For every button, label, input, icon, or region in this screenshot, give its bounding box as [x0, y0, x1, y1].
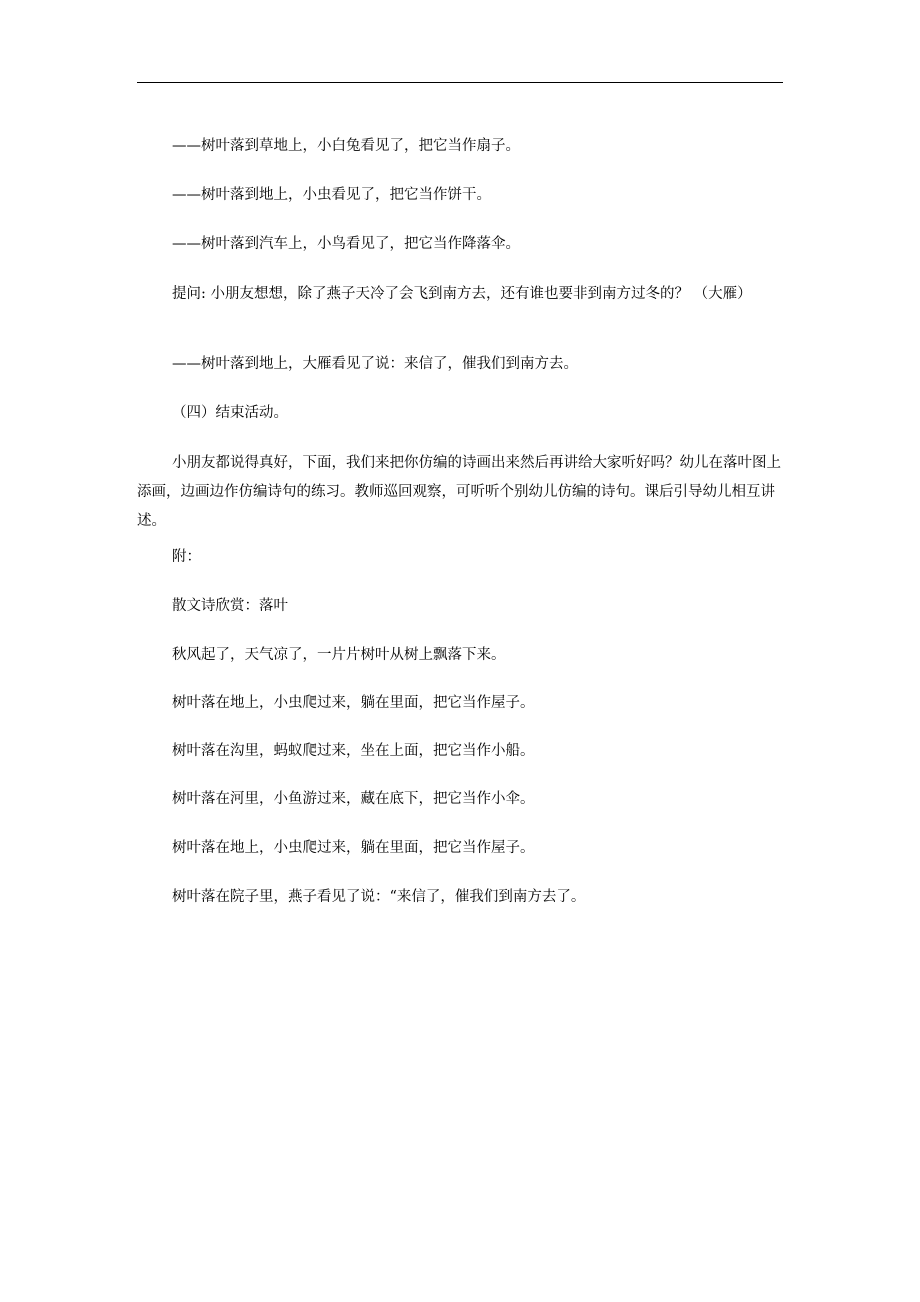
poem-title: 散文诗欣赏：落叶 [172, 598, 288, 614]
paragraph-2: ——树叶落到地上，小虫看见了，把它当作饼干。 [172, 187, 491, 203]
header-rule [137, 82, 783, 83]
section-heading-end-activity: （四）结束活动。 [172, 405, 288, 421]
poem-line-1: 秋风起了，天气凉了，一片片树叶从树上飘落下来。 [172, 647, 506, 663]
poem-line-4: 树叶落在河里，小鱼游过来，藏在底下，把它当作小伞。 [172, 791, 535, 807]
paragraph-5: ——树叶落到地上，大雁看见了说：来信了，催我们到南方去。 [172, 356, 578, 372]
paragraph-7: 小朋友都说得真好，下面，我们来把你仿编的诗画出来然后再讲给大家听好吗？幼儿在落叶图上添画，边画边作仿编诗句的练习。教师巡回观察，可听听个别幼儿仿编的诗句。课后引导幼儿相互讲述。 [137, 455, 781, 529]
poem-line-2: 树叶落在地上，小虫爬过来，躺在里面，把它当作屋子。 [172, 695, 535, 711]
poem-line-3: 树叶落在沟里，蚂蚁爬过来，坐在上面，把它当作小船。 [172, 743, 535, 759]
paragraph-1: ——树叶落到草地上，小白兔看见了，把它当作扇子。 [172, 138, 520, 154]
paragraph-4-question: 提问: 小朋友想想，除了燕子天冷了会飞到南方去，还有谁也要非到南方过冬的？ （大雁） [172, 286, 752, 302]
paragraph-3: ——树叶落到汽车上，小鸟看见了，把它当作降落伞。 [172, 236, 520, 252]
poem-line-5: 树叶落在地上，小虫爬过来，躺在里面，把它当作屋子。 [172, 840, 535, 856]
appendix-label: 附： [172, 549, 201, 565]
poem-line-6: 树叶落在院子里，燕子看见了说：“来信了，催我们到南方去了。 [172, 889, 586, 905]
